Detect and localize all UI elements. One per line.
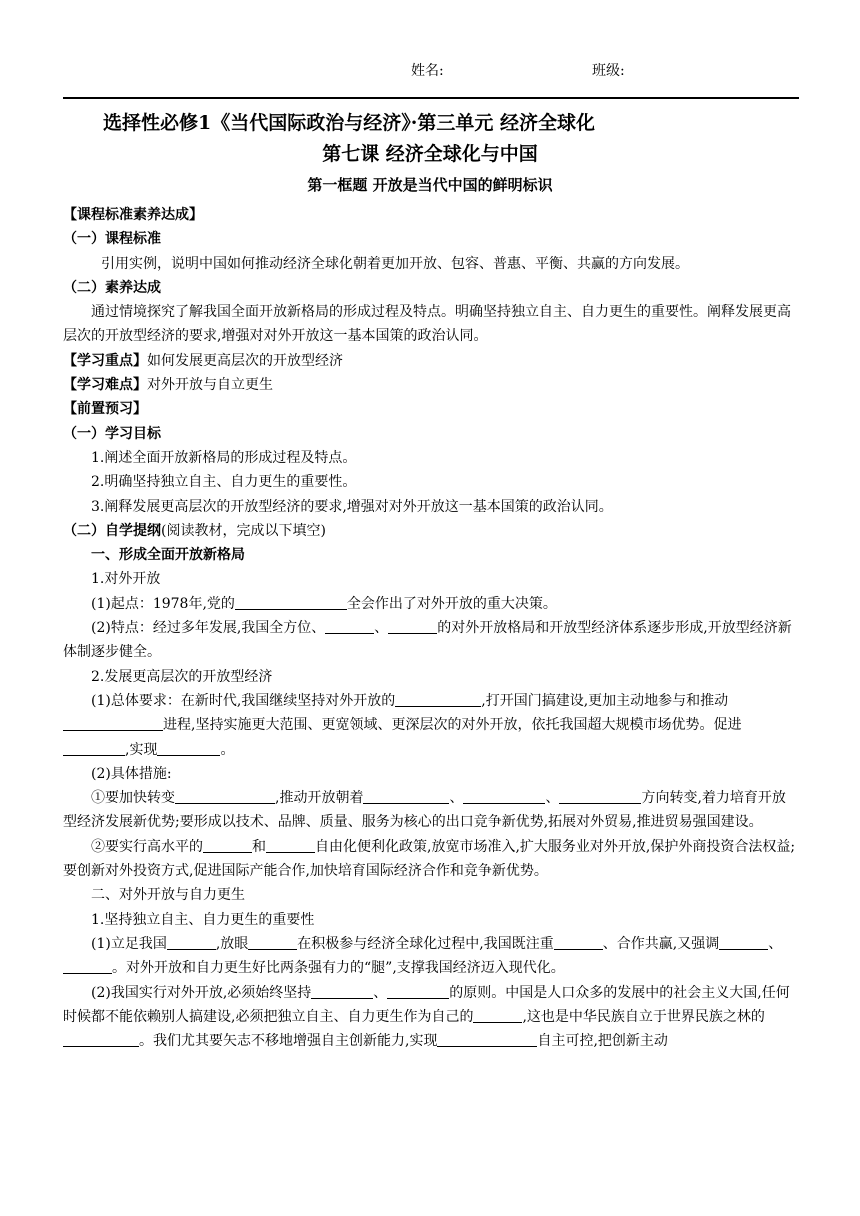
- text: ,打开国门搞建设,更加主动地参与和推动: [481, 692, 729, 709]
- blank-field[interactable]: [387, 984, 449, 999]
- text: 。我们尤其要矢志不移地增强自主创新能力,实现: [139, 1033, 438, 1050]
- fill-line-start: [63, 592, 799, 616]
- goal-2: 2.明确坚持独立自主、自力更生的重要性。: [91, 474, 357, 491]
- text: 、: [545, 790, 560, 807]
- heading-goals: （一）学习目标: [63, 425, 161, 442]
- fill-line-measure-2: [63, 835, 799, 884]
- heading-literacy: （二）素养达成: [63, 279, 161, 296]
- fill-line-measure-1: [63, 786, 799, 835]
- subheading-opening: 1.对外开放: [91, 571, 161, 588]
- subheading-importance: 1.坚持独立自主、自力更生的重要性: [91, 911, 315, 928]
- blank-field[interactable]: [388, 619, 437, 634]
- class-label: 班级:: [592, 63, 625, 79]
- text: (1)总体要求：在新时代,我国继续坚持对外开放的: [91, 692, 396, 709]
- section-title: 第一框题 开放是当代中国的鲜明标识: [307, 176, 553, 194]
- text: 。: [220, 741, 235, 758]
- text: 、: [449, 790, 464, 807]
- difficulty-text: 对外开放与自立更生: [147, 377, 273, 394]
- document-body: [63, 203, 799, 1053]
- blank-field[interactable]: [248, 935, 297, 950]
- text: ,这也是中华民族自立于世界民族之林的: [522, 1008, 765, 1025]
- blank-field[interactable]: [63, 1032, 139, 1047]
- literacy-text: 通过情境探究了解我国全面开放新格局的形成过程及特点。明确坚持独立自主、自力更生的重要性。阐释发展更高层次的开放型经济的要求,增强对对外开放这一基本国策的政治认同。: [63, 304, 791, 345]
- fill-line-overall: [63, 689, 799, 762]
- text: 的对外开放格局和开放型经济体系逐步形成,开放型经济新体制逐步健全。: [63, 620, 792, 661]
- text: ②要实行高水平的: [91, 838, 203, 855]
- outline-heading-line: [63, 519, 799, 543]
- text: ,推动开放朝着: [275, 790, 364, 807]
- blank-field[interactable]: [63, 716, 163, 731]
- blank-field[interactable]: [554, 935, 603, 950]
- text: 、: [768, 935, 783, 952]
- fill-line-importance-1: [63, 932, 799, 981]
- focus-line: [63, 349, 799, 373]
- text: 进程,坚持实施更大范围、更宽领域、更深层次的对外开放，依托我国超大规模市场优势。促进: [163, 717, 742, 734]
- blank-field[interactable]: [63, 741, 125, 756]
- blank-field[interactable]: [157, 741, 220, 756]
- measures-heading: (2)具体措施:: [91, 765, 172, 782]
- outline-note: (阅读教材，完成以下填空): [161, 522, 326, 539]
- blank-field[interactable]: [235, 595, 347, 610]
- blank-field[interactable]: [203, 838, 252, 853]
- blank-field[interactable]: [175, 789, 275, 804]
- text: 自由化便利化政策,放宽市场准入,扩大服务业对外开放,保护外商投资合法权益;要创新对外投资方式,促进国际产能合作,加快培育国际经济合作和竞争新优势。: [63, 838, 796, 880]
- blank-field[interactable]: [559, 789, 641, 804]
- blank-field[interactable]: [266, 838, 315, 853]
- text: (1)起点：1978年,党的: [91, 595, 235, 612]
- text: (2)特点：经过多年发展,我国全方位、: [91, 620, 326, 637]
- text: (2)我国实行对外开放,必须始终坚持: [91, 984, 312, 1001]
- difficulty-line: [63, 373, 799, 397]
- blank-field[interactable]: [395, 692, 481, 707]
- heading-part-2: 二、对外开放与自力更生: [91, 887, 245, 904]
- text: 、合作共赢,又强调: [602, 935, 720, 952]
- heading-standards: 【课程标准素养达成】: [63, 207, 203, 223]
- header-rule: [63, 97, 799, 99]
- subheading-higher-level: 2.发展更高层次的开放型经济: [91, 668, 273, 685]
- blank-field[interactable]: [311, 984, 373, 999]
- lesson-title: 第七课 经济全球化与中国: [322, 143, 538, 165]
- heading-outline: （二）自学提纲: [63, 522, 161, 539]
- goal-1: 1.阐述全面开放新格局的形成过程及特点。: [91, 449, 357, 466]
- text: 的原则。中国是人口众多的发展中的社会主义大国,任何时候都不能依赖别人搞建设,必须把独立自主、自力更生作为自己的: [63, 984, 790, 1025]
- blank-field[interactable]: [167, 935, 216, 950]
- text: ,放眼: [215, 935, 249, 952]
- fill-line-importance-2: [63, 981, 799, 1054]
- focus-label: 【学习重点】: [63, 352, 147, 369]
- text: 。对外开放和自力更生好比两条强有力的“腿”,支撑我国经济迈入现代化。: [112, 960, 565, 977]
- text: (1)立足我国: [91, 935, 167, 952]
- text: 、: [374, 620, 389, 637]
- text: 全会作出了对外开放的重大决策。: [346, 595, 557, 612]
- blank-field[interactable]: [325, 619, 374, 634]
- blank-field[interactable]: [363, 789, 449, 804]
- difficulty-label: 【学习难点】: [63, 377, 147, 394]
- blank-field[interactable]: [719, 935, 768, 950]
- blank-field[interactable]: [463, 789, 545, 804]
- blank-field[interactable]: [437, 1032, 537, 1047]
- text: 和: [252, 838, 266, 855]
- blank-field[interactable]: [473, 1008, 522, 1023]
- goal-3: 3.阐释发展更高层次的开放型经济的要求,增强对对外开放这一基本国策的政治认同。: [91, 498, 613, 515]
- text: 自主可控,把创新主动: [537, 1033, 668, 1050]
- focus-text: 如何发展更高层次的开放型经济: [147, 352, 343, 369]
- text: ①要加快转变: [91, 790, 175, 807]
- text: 在积极参与经济全球化过程中,我国既注重: [297, 935, 554, 952]
- text: 方向转变,着力培育开放型经济发展新优势;要形成以技术、品牌、质量、服务为核心的出口竞争新优势,拓展对外贸易,推进贸易强国建设。: [63, 790, 786, 831]
- heading-part-1: 一、形成全面开放新格局: [91, 547, 245, 564]
- course-standard-text: 引用实例，说明中国如何推动经济全球化朝着更加开放、包容、普惠、平衡、共赢的方向发展。: [101, 255, 689, 272]
- blank-field[interactable]: [63, 959, 112, 974]
- heading-course-standard: （一）课程标准: [63, 231, 161, 248]
- text: ,实现: [125, 741, 158, 758]
- fill-line-features: [63, 616, 799, 665]
- text: 、: [373, 984, 388, 1001]
- name-label: 姓名:: [411, 63, 444, 79]
- heading-preview: 【前置预习】: [63, 401, 147, 418]
- main-title: 选择性必修1《当代国际政治与经济》·第三单元 经济全球化: [103, 112, 595, 134]
